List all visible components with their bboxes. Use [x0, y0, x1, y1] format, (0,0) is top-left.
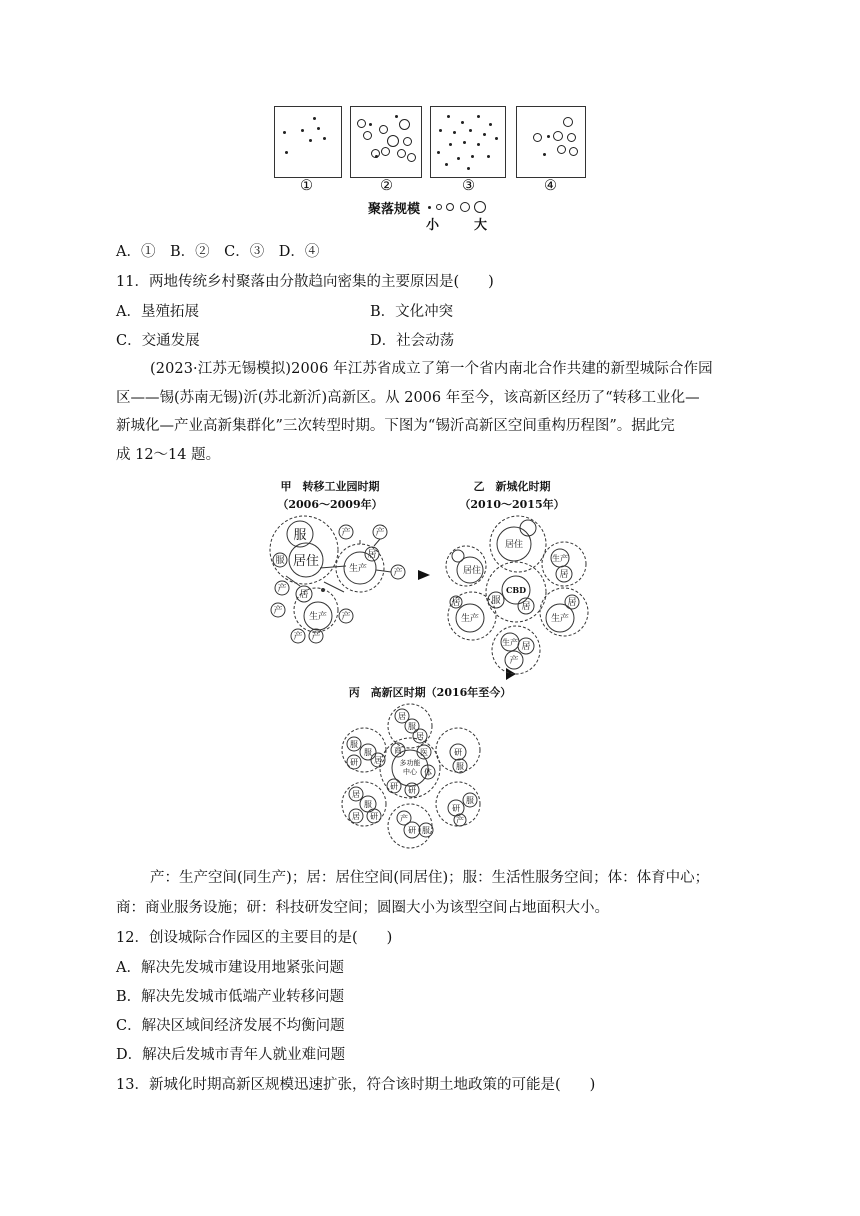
bing-chan-br: 产: [456, 816, 464, 825]
settlement-panel-4: [516, 106, 586, 178]
bing-ju-l: 居: [374, 756, 382, 765]
bing-shang: 商: [394, 746, 402, 755]
panel-label-3: ③: [462, 178, 475, 194]
jia-years: （2006～2009年）: [277, 498, 383, 511]
jia-shengchan-2: 生产: [308, 612, 328, 622]
settlement-legend-label: 聚落规模: [368, 202, 421, 217]
yi-years: （2010～2015年）: [459, 498, 565, 511]
jia-chan-2: 产: [375, 528, 385, 538]
jia-ju-2: 居: [299, 590, 309, 600]
jia-shengchan: 生产: [348, 564, 368, 574]
yi-ju-5: 居: [521, 642, 531, 652]
settlement-legend-small: 小: [426, 218, 440, 233]
yi-shengchan-3: 生产: [550, 614, 570, 624]
q11-option-c: C．交通发展: [116, 333, 200, 349]
jia-chan-5: 产: [273, 606, 283, 616]
q13-stem: 13．新城化时期高新区规模迅速扩张，符合该时期土地政策的可能是( ): [116, 1077, 596, 1093]
yi-ju-2: 居: [521, 602, 531, 612]
bing-yan-br: 研: [452, 804, 460, 813]
bing-yan-bl: 研: [370, 812, 378, 821]
yi-ju-1: 居: [559, 570, 569, 580]
jia-chan-6: 产: [293, 632, 303, 642]
q10-options: A．① B．② C．③ D．④: [116, 244, 320, 260]
q11-stem: 11．两地传统乡村聚落由分散趋向密集的主要原因是( ): [116, 274, 494, 290]
panel-label-2: ②: [380, 178, 393, 194]
jia-juzhu-large: 居住: [292, 554, 320, 569]
bing-fu-r: 服: [456, 762, 464, 771]
bing-yan-c2: 研: [408, 786, 416, 795]
arrow-right: [418, 570, 430, 580]
spatial-reconstruction-diagram: [260, 470, 600, 860]
q12-option-b: B．解决先发城市低端产业转移问题: [116, 989, 345, 1005]
yi-shengchan-1: 生产: [552, 554, 568, 563]
yi-chan: 产: [509, 656, 519, 666]
passage-line-1: (2023·江苏无锡模拟)2006 年江苏省成立了第一个省内南北合作共建的新型城际合作园: [150, 361, 713, 377]
jia-fu-large: 服: [293, 528, 307, 543]
yi-shengchan-2: 生产: [460, 614, 480, 624]
bing-fu-b: 服: [422, 826, 430, 835]
jia-chan-1: 产: [341, 528, 351, 538]
bing-yan-b: 研: [408, 826, 416, 835]
bing-duogongneng-1: 多功能: [399, 759, 421, 767]
bing-fu-bl: 服: [364, 800, 372, 809]
panel-label-4: ④: [544, 178, 557, 194]
q12-option-d: D．解决后发城市青年人就业难问题: [116, 1047, 346, 1063]
arrow-down: [506, 668, 516, 680]
yi-ju-3: 居: [451, 598, 461, 608]
settlement-panel-3: [430, 106, 506, 178]
passage-line-4: 成 12～14 题。: [116, 447, 221, 463]
q12-option-a: A．解决先发城市建设用地紧张问题: [116, 960, 344, 976]
jia-ju-1: 居: [367, 550, 377, 560]
bing-fu-t: 服: [408, 722, 416, 731]
panel-label-1: ①: [300, 178, 313, 194]
yi-fu: 服: [491, 596, 501, 606]
yi-title: 乙 新城化时期: [473, 480, 551, 493]
bing-ju-bl1: 居: [352, 790, 360, 799]
q11-option-a: A．垦殖拓展: [116, 304, 199, 320]
q12-option-c: C．解决区域间经济发展不均衡问题: [116, 1018, 345, 1034]
jia-chan-4: 产: [277, 584, 287, 594]
q12-stem: 12．创设城际合作园区的主要目的是( ): [116, 930, 393, 946]
passage-line-2: 区——锡(苏南无锡)沂(苏北新沂)高新区。从 2006 年至今，该高新区经历了“转移工业化—: [116, 390, 700, 406]
passage-line-3: 新城化—产业高新集群化”三次转型时期。下图为“锡沂高新区空间重构历程图”。据此完: [116, 418, 675, 434]
settlement-legend-large: 大: [474, 218, 488, 233]
bing-yi: 医: [420, 748, 428, 757]
q11-option-d: D．社会动荡: [370, 333, 455, 349]
legend-note-line-1: 产：生产空间(同生产)；居：居住空间(同居住)；服：生活性服务空间；体：体育中心；: [150, 870, 710, 886]
yi-juzhu-1: 居住: [504, 540, 524, 550]
bing-ju-t1: 居: [398, 712, 406, 721]
yi-ju-4: 居: [567, 598, 577, 608]
bing-yan-c: 研: [390, 782, 398, 791]
jia-title: 甲 转移工业园时期: [280, 480, 380, 493]
settlement-panel-2: [350, 106, 422, 178]
bing-fu-l1: 服: [350, 740, 358, 749]
jia-diagram: [270, 516, 405, 643]
bing-yan-l: 研: [350, 758, 358, 767]
jia-chan-8: 产: [341, 612, 351, 622]
bing-yan-r: 研: [454, 748, 462, 757]
bing-fu-l2: 服: [364, 748, 372, 757]
bing-ju-bl2: 居: [352, 812, 360, 821]
bing-title: 丙 高新区时期（2016年至今）: [348, 686, 512, 699]
bing-ju-t2: 居: [416, 732, 424, 741]
yi-cbd: CBD: [505, 585, 527, 595]
q11-option-b: B．文化冲突: [370, 304, 454, 320]
settlement-panel-1: [274, 106, 342, 178]
jia-chan-7: 产: [311, 632, 321, 642]
bing-chan-b: 产: [400, 814, 408, 823]
jia-chan-3: 产: [393, 568, 403, 578]
bing-duogongneng-2: 中心: [403, 768, 417, 776]
jia-fu-small: 服: [275, 556, 285, 566]
bing-ti: 体: [424, 768, 432, 777]
yi-shengchan-4: 生产: [502, 638, 518, 647]
bing-fu-br: 服: [466, 796, 474, 805]
legend-note-line-2: 商：商业服务设施；研：科技研发空间；圆圈大小为该型空间占地面积大小。: [116, 900, 609, 916]
yi-juzhu-2: 居住: [462, 566, 482, 576]
